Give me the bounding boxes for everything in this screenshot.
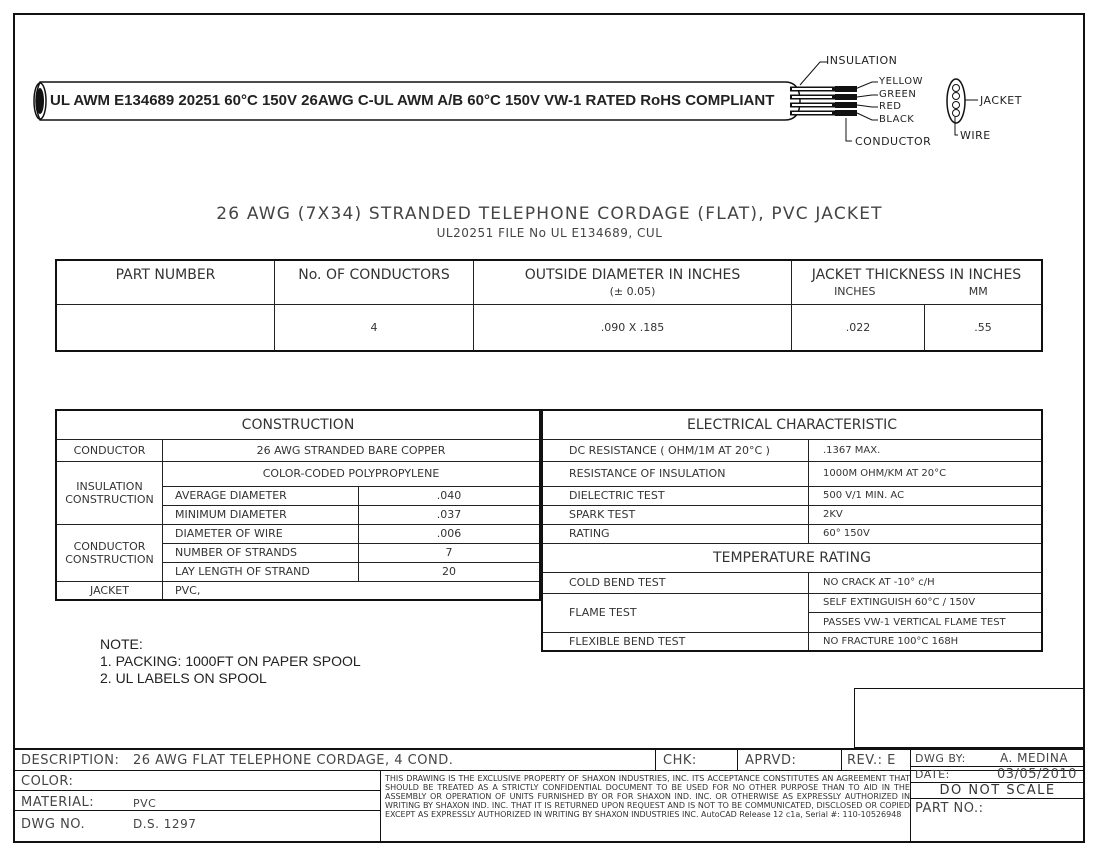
- date-label: DATE:: [915, 768, 950, 781]
- cable-marking: UL AWM E134689 20251 60°C 150V 26AWG C-UL AWM A/B 60°C 150V VW-1 RATED RoHS COMPLIANT: [50, 92, 775, 109]
- avg-diameter-value: .040: [359, 486, 541, 505]
- dwg-by-value: A. MEDINA: [1000, 751, 1069, 765]
- color-label: COLOR:: [21, 774, 74, 789]
- wire-callout: WIRE: [960, 129, 991, 142]
- construction-table: [55, 409, 541, 601]
- od-header: OUTSIDE DIAMETER IN INCHES (± 0.05): [474, 260, 792, 304]
- min-diameter-value: .037: [359, 505, 541, 524]
- red-label: RED: [879, 101, 902, 112]
- material-value: PVC: [133, 797, 157, 810]
- flame-test-value-2: PASSES VW-1 VERTICAL FLAME TEST: [809, 612, 1043, 632]
- description-label: DESCRIPTION:: [21, 753, 120, 768]
- insulation-material: COLOR-CODED POLYPROPYLENE: [163, 461, 541, 486]
- cold-bend-value: NO CRACK AT -10° c/H: [809, 572, 1043, 593]
- title-block: [13, 748, 1085, 843]
- conductors-value: 4: [275, 304, 474, 351]
- lay-length-value: 20: [359, 562, 541, 581]
- yellow-label: YELLOW: [879, 76, 923, 87]
- construction-header: CONSTRUCTION: [56, 410, 540, 439]
- conductor-strands: [835, 86, 857, 116]
- flame-test-label: FLAME TEST: [542, 593, 809, 632]
- spec-table: [55, 259, 1043, 352]
- notes: [100, 636, 361, 687]
- od-value: .090 X .185: [474, 304, 792, 351]
- rating-value: 60° 150V: [809, 524, 1043, 543]
- strands-value: 7: [359, 543, 541, 562]
- jacket-thickness-header: JACKET THICKNESS IN INCHES INCHES MM: [792, 260, 1043, 304]
- conductor-row-value: 26 AWG STRANDED BARE COPPER: [163, 439, 541, 461]
- dc-resistance-value: .1367 MAX.: [809, 439, 1043, 461]
- jacket-mm-value: .55: [925, 304, 1043, 351]
- part-number-header: PART NUMBER: [56, 260, 275, 304]
- material-label: MATERIAL:: [21, 795, 95, 810]
- flex-bend-label: FLEXIBLE BEND TEST: [542, 632, 809, 651]
- rating-label: RATING: [542, 524, 809, 543]
- jacket-callout: JACKET: [980, 94, 1022, 107]
- electrical-table: [541, 409, 1043, 652]
- note-2: 2. UL LABELS ON SPOOL: [100, 670, 267, 686]
- electrical-header: ELECTRICAL CHARACTERISTIC: [542, 410, 1042, 439]
- part-no-label: PART NO.:: [915, 801, 984, 816]
- confidentiality-notice: THIS DRAWING IS THE EXCLUSIVE PROPERTY OF SHAXON INDUSTRIES, INC. ITS ACCEPTANCE CONSTITUTES AN AGREEMENT THAT SHOULD BE TREATED AS A STRICTLY CONFIDENTIAL DOCUMENT TO BE USED FOR NO OTHER PURPOSE THAN TO AID IN THE ASSEMBLY OR OPERATION OF UNITS FURNISHED BY OR FOR SHAXON IND. INC. OR OTHERWISE AS EXPRESSLY AUTHORIZED IN WRITING BY SHAXON IND. INC. THAT IT IS RETURNED UPON REQUEST AND IS NOT TO BE COMMUNICATED, DISCLOSED OR COPIED EXCEPT AS EXPRESSLY AUTHORIZED IN WRITING BY SHAXON INDUSTRIES INC. AutoCAD Release 12 c1a, Serial #: 110-10526948: [385, 774, 910, 819]
- note-1: 1. PACKING: 1000FT ON PAPER SPOOL: [100, 653, 361, 669]
- black-label: BLACK: [879, 114, 915, 125]
- wire-diameter-label: DIAMETER OF WIRE: [163, 524, 359, 543]
- dwg-by-label: DWG BY:: [915, 752, 966, 765]
- min-diameter-label: MINIMUM DIAMETER: [163, 505, 359, 524]
- dwg-no-label: DWG NO.: [21, 817, 86, 832]
- flame-test-value-1: SELF EXTINGUISH 60°C / 150V: [809, 593, 1043, 612]
- insulation-construction-label: INSULATION CONSTRUCTION: [56, 461, 163, 524]
- wire-diameter-value: .006: [359, 524, 541, 543]
- dielectric-value: 500 V/1 MIN. AC: [809, 486, 1043, 505]
- aprvd-label: APRVD:: [745, 753, 797, 768]
- cross-section-wire: [953, 85, 960, 92]
- chk-label: CHK:: [663, 753, 697, 768]
- do-not-scale: DO NOT SCALE: [939, 783, 1056, 798]
- spark-label: SPARK TEST: [542, 505, 809, 524]
- insulation-resistance-value: 1000M OHM/KM AT 20°C: [809, 461, 1043, 486]
- revision-box: [854, 688, 1085, 748]
- date-value: 03/05/2010: [997, 767, 1077, 782]
- mm-label: MM: [968, 285, 988, 298]
- drawing-title: 26 AWG (7X34) STRANDED TELEPHONE CORDAGE (FLAT), PVC JACKET: [216, 204, 883, 224]
- drawing-subtitle: UL20251 FILE No UL E134689, CUL: [436, 226, 663, 240]
- jacket-row-label: JACKET: [56, 581, 163, 600]
- conductor-label: CONDUCTOR: [855, 135, 932, 148]
- conductor-leader: [846, 118, 852, 141]
- flex-bend-value: NO FRACTURE 100°C 168H: [809, 632, 1043, 651]
- conductor-row-label: CONDUCTOR: [56, 439, 163, 461]
- insulation-label: INSULATION: [826, 54, 898, 67]
- cold-bend-label: COLD BEND TEST: [542, 572, 809, 593]
- temperature-header: TEMPERATURE RATING: [542, 543, 1042, 572]
- lay-length-label: LAY LENGTH OF STRAND: [163, 562, 359, 581]
- insulation-resistance-label: RESISTANCE OF INSULATION: [542, 461, 809, 486]
- cable-end-fill: [36, 88, 44, 114]
- avg-diameter-label: AVERAGE DIAMETER: [163, 486, 359, 505]
- conductor-construction-label: CONDUCTOR CONSTRUCTION: [56, 524, 163, 581]
- rev-label: REV.: E: [847, 753, 896, 768]
- description-value: 26 AWG FLAT TELEPHONE CORDAGE, 4 COND.: [133, 753, 454, 768]
- dwg-no-value: D.S. 1297: [133, 817, 197, 831]
- jacket-row-value: PVC,: [163, 581, 541, 600]
- part-number-value: [56, 304, 275, 351]
- strands-label: NUMBER OF STRANDS: [163, 543, 359, 562]
- insulation-leader: [800, 62, 828, 85]
- spark-value: 2KV: [809, 505, 1043, 524]
- inches-label: INCHES: [834, 285, 876, 298]
- dielectric-label: DIELECTRIC TEST: [542, 486, 809, 505]
- notes-heading: NOTE:: [100, 636, 143, 652]
- dc-resistance-label: DC RESISTANCE ( OHM/1M AT 20°C ): [542, 439, 809, 461]
- green-label: GREEN: [879, 89, 917, 100]
- conductors-header: No. OF CONDUCTORS: [275, 260, 474, 304]
- jacket-inches-value: .022: [792, 304, 925, 351]
